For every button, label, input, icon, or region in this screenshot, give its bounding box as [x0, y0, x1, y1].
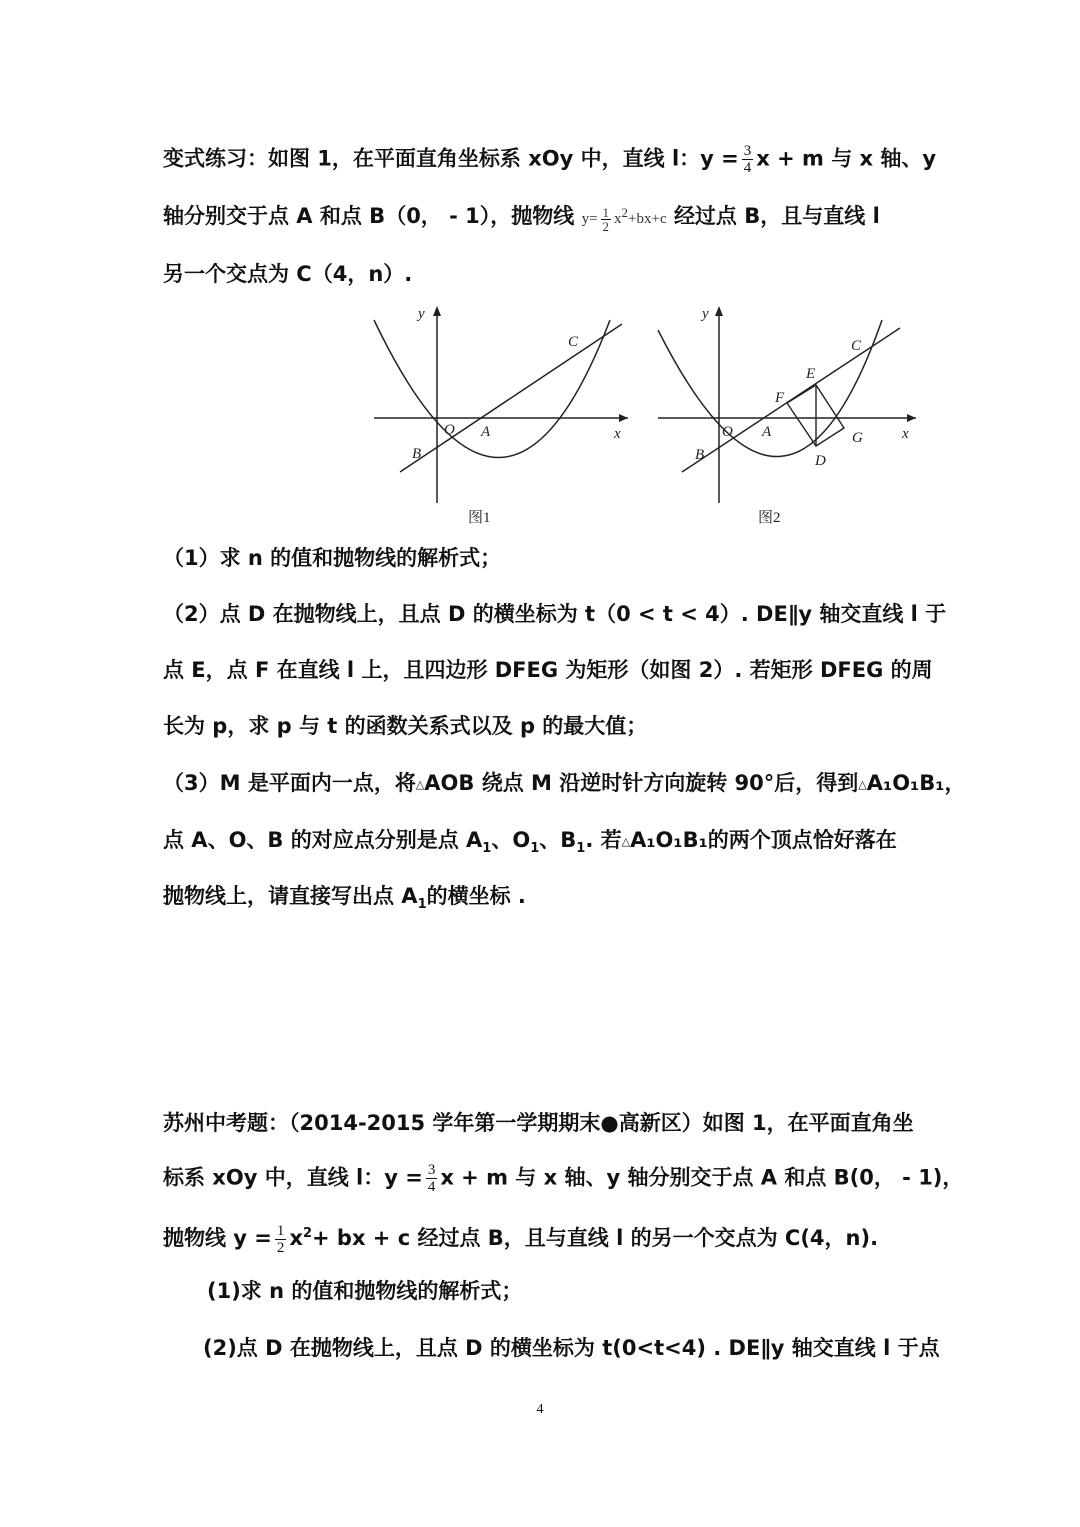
y-axis-arrow — [715, 306, 723, 316]
x-axis-arrow — [907, 414, 916, 422]
slope-fraction: $\frac{3}{4}$ — [743, 143, 752, 176]
suzhou-slope-fraction: $\frac{3}{4}$ — [427, 1162, 436, 1195]
label-x: x — [902, 426, 909, 442]
label-C: C — [568, 334, 579, 350]
suzhou-question-1: (1)求 n 的值和抛物线的解析式； — [207, 1279, 523, 1303]
question-3-line-2: 点 A、O、B 的对应点分别是点 $A_1$、$O_1$、$B_1$. 若△A₁O₁B₁的两个顶点恰好落在 — [163, 828, 897, 857]
label-A: A — [762, 424, 772, 440]
label-G: G — [852, 430, 863, 446]
question-1: （1）求 n 的值和抛物线的解析式； — [163, 546, 502, 570]
label-y: y — [418, 306, 425, 322]
parabola-equation: y= $\frac{1}{2}$ $x^2+bx+c$ — [581, 205, 667, 235]
label-B: B — [695, 447, 705, 463]
line-l — [400, 324, 622, 472]
variant-line-2: 轴分别交于点 A 和点 B（0， - 1），抛物线 y= $\frac{1}{2}$ $x^2+bx+c$ 经过点 B，且与直线 l — [163, 204, 880, 235]
question-3-line-1: （3）M 是平面内一点，将△AOB 绕点 M 沿逆时针方向旋转 90°后，得到△A₁O₁B₁， — [163, 771, 966, 795]
label-O: O — [444, 422, 455, 438]
figure-1-caption: 图1 — [468, 510, 491, 526]
question-2-line-2: 点 E，点 F 在直线 l 上，且四边形 DFEG 为矩形（如图 2）. 若矩形 DFEG 的周 — [163, 658, 933, 682]
figure-2 — [648, 298, 928, 530]
label-x: x — [614, 426, 621, 442]
label-A: A — [481, 424, 491, 440]
label-y: y — [702, 306, 709, 322]
question-3-line-3: 抛物线上，请直接写出点 $A_1$的横坐标 . — [163, 884, 526, 913]
page-number: 4 — [536, 1402, 544, 1417]
figure-1 — [360, 298, 640, 530]
variant-line-3: 另一个交点为 C（4，n）. — [163, 262, 413, 286]
label-O: O — [722, 424, 733, 440]
label-F: F — [775, 390, 785, 406]
variant-line-1: 变式练习：如图 1，在平面直角坐标系 xOy 中，直线 l：y = $\frac{3}{4}$ x + m 与 x 轴、y — [163, 143, 937, 176]
question-2-line-1: （2）点 D 在抛物线上，且点 D 的横坐标为 t（0 < t < 4）. DE∥y 轴交直线 l 于 — [163, 602, 947, 626]
suzhou-line-3: 抛物线 y = $\frac{1}{2}$ $x^2+$ bx + c 经过点 B，且与直线 l 的另一个交点为 C(4，n). — [163, 1222, 879, 1256]
suzhou-line-2: 标系 xOy 中，直线 l：y = $\frac{3}{4}$ x + m 与 x 轴、y 轴分别交于点 A 和点 B(0， - 1)， — [163, 1162, 964, 1195]
label-B: B — [412, 446, 422, 462]
suzhou-line-1: 苏州中考题：（2014-2015 学年第一学期期末●高新区）如图 1，在平面直角坐 — [163, 1111, 914, 1135]
suzhou-question-2: (2)点 D 在抛物线上，且点 D 的横坐标为 t(0<t<4) . DE∥y 轴交直线 l 于点 — [203, 1336, 940, 1360]
label-E: E — [806, 366, 816, 382]
y-axis-arrow — [433, 306, 441, 316]
question-2-line-3: 长为 p，求 p 与 t 的函数关系式以及 p 的最大值； — [163, 714, 648, 738]
label-D: D — [815, 453, 826, 469]
figure-2-caption: 图2 — [758, 510, 781, 526]
x-axis-arrow — [619, 414, 628, 422]
suzhou-half-fraction: $\frac{1}{2}$ — [276, 1222, 285, 1256]
label-C: C — [851, 338, 862, 354]
